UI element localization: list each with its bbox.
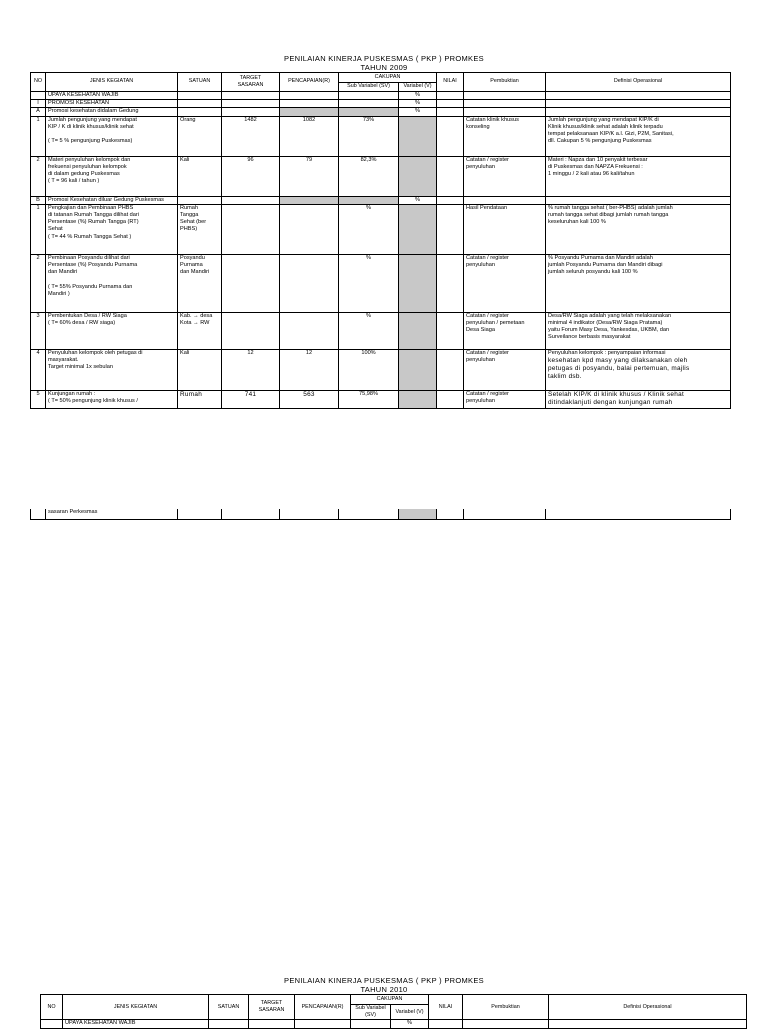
header-pencapaian: PENCAPAIAN(R) [295, 995, 351, 1020]
row-no: 5 [31, 390, 46, 408]
kegiatan-cell: Pembinaan Posyandu dilihat dari Persentase (%) Posyandu Purnama dan Mandiri ( T= 55% Posyandu Purnama dan Mandiri ) [46, 254, 178, 312]
definisi-cell [546, 349, 731, 390]
satuan-cell: Posyandu Purnama dan Mandiri [178, 254, 222, 312]
header-pembuktian: Pembuktian [464, 73, 546, 92]
pencapaian-cell: 1082 [280, 116, 339, 156]
header-definisi: Definisi Operasional [549, 995, 747, 1020]
pembuktian-cell: Catatan / register penyuluhan [464, 349, 546, 390]
page-title: PENILAIAN KINERJA PUSKESMAS ( PKP ) PROMKES [284, 976, 484, 985]
row-section-promkes [31, 100, 731, 108]
pembuktian-cell: Catatan / register penyuluhan [464, 390, 546, 408]
row-no: 1 [31, 116, 46, 156]
header-cakupan: CAKUPAN [339, 73, 437, 83]
pembuktian-cell: Hasil Pendataan [464, 204, 546, 254]
sub-variabel-cell: 73% [339, 116, 399, 156]
header-satuan: SATUAN [209, 995, 249, 1020]
kegiatan-cell: Penyuluhan kelompok oleh petugas di masyarakat. Target minimal 1x sebulan [46, 349, 178, 390]
header-target: TARGET SASARAN [249, 995, 295, 1020]
upaya-label: UPAYA KESEHATAN WAJIB [63, 1020, 209, 1028]
variabel-cell: % [391, 1020, 429, 1028]
target-cell: 96 [222, 156, 280, 196]
table-row [31, 312, 731, 349]
header-cakupan: CAKUPAN [351, 995, 429, 1005]
sub-variabel-cell: 100% [339, 349, 399, 390]
page-title: PENILAIAN KINERJA PUSKESMAS ( PKP ) PROMKES [284, 54, 484, 63]
satuan-cell: Rumah [178, 390, 222, 408]
row-upaya [31, 92, 731, 100]
pkp-table-2010 [40, 994, 747, 1029]
row-no: 2 [31, 156, 46, 196]
table-row [31, 254, 731, 312]
header-pencapaian: PENCAPAIAN(R) [280, 73, 339, 92]
row-section-a [31, 108, 731, 116]
section-label: PROMOSI KESEHATAN [46, 100, 178, 108]
pencapaian-cell: 563 [280, 390, 339, 408]
kegiatan-cell: Pengkajian dan Pembinaan PHBS di tatanan Rumah Tangga dilihat dari Persentase (%) Rumah Tangga (RT) Sehat ( T= 44 % Rumah Tangga Sehat ) [46, 204, 178, 254]
row-no: A [31, 108, 46, 116]
pkp-table-2009-continuation [30, 509, 731, 520]
variabel-cell: % [399, 92, 437, 100]
header-sub-variabel: Sub Variabel (SV) [339, 83, 399, 92]
page-year: TAHUN 2009 [360, 63, 408, 72]
header-target: TARGET SASARAN [222, 73, 280, 92]
definisi-cell: Jumlah pengunjung yang mendapat KIP/K di Klinik khusus/klinik sehat adalah klinik terpadu tempat pelaksanaan KIP/K a.l. Gizi, P2M, Sanitasi, dll. Cakupan 5 % pengunjung Puskesmas [546, 116, 731, 156]
header-nilai: NILAI [429, 995, 463, 1020]
variabel-cell: % [399, 196, 437, 204]
row-section-b [31, 196, 731, 204]
header-kegiatan: JENIS KEGIATAN [46, 73, 178, 92]
table-row [31, 204, 731, 254]
target-cell: 12 [222, 349, 280, 390]
variabel-cell: % [399, 100, 437, 108]
header-satuan: SATUAN [178, 73, 222, 92]
sub-variabel-cell: 75,98% [339, 390, 399, 408]
sub-variabel-cell: % [339, 204, 399, 254]
header-variabel: Variabel (V) [399, 83, 437, 92]
pencapaian-cell: 79 [280, 156, 339, 196]
header-sub-variabel: Sub Variabel (SV) [351, 1005, 391, 1020]
section-label: Promosi kesehatan didalam Gedung [46, 108, 178, 116]
pembuktian-cell: Catatan / register penyuluhan / pemetaan Desa Siaga [464, 312, 546, 349]
row-no: 2 [31, 254, 46, 312]
table-row [31, 349, 731, 390]
sub-variabel-cell: % [339, 312, 399, 349]
row-no: 4 [31, 349, 46, 390]
definisi-cell: Setelah KIP/K di klinik khusus / Klinik sehat ditindaklanjuti dengan kunjungan rumah [546, 390, 731, 408]
row-no: 3 [31, 312, 46, 349]
header-kegiatan: JENIS KEGIATAN [63, 995, 209, 1020]
target-cell: 1482 [222, 116, 280, 156]
definisi-head: Penyuluhan kelompok : penyampaian informasi [548, 349, 666, 356]
pembuktian-cell: Catatan klinik khusus konseling [464, 116, 546, 156]
definisi-body: kesehatan kpd masy yang dilaksanakan oleh petugas di posyandu, balai pertemuan, majlis taklim dsb. [548, 357, 690, 381]
table-row [31, 156, 731, 196]
definisi-cell: Desa/RW Siaga adalah yang telah melaksanakan minimal 4 indikator (Desa/RW Siaga Pratama) yaitu Forum Masy Desa, Yankesdas, UKBM, dan Surveilance berbasis masyarakat [546, 312, 731, 349]
table-row [31, 116, 731, 156]
row-upaya [41, 1020, 747, 1028]
definisi-cell: % rumah tangga sehat ( ber-PHBS) adalah jumlah rumah tangga sehat dibagi jumlah rumah tangga keseluruhan kali 100 % [546, 204, 731, 254]
pencapaian-cell: 12 [280, 349, 339, 390]
satuan-cell: Kali [178, 349, 222, 390]
kegiatan-cell: Pembentukan Desa / RW Siaga ( T= 60% desa / RW siaga) [46, 312, 178, 349]
kegiatan-cell: Jumlah pengunjung yang mendapat KIP / K di klinik khusus/klinik sehat ( T= 5 % pengunjung Puskesmas) [46, 116, 178, 156]
satuan-cell: Orang [178, 116, 222, 156]
header-definisi: Definisi Operasional [546, 73, 731, 92]
satuan-cell: Rumah Tangga Sehat (ber PHBS) [178, 204, 222, 254]
satuan-cell: Kali [178, 156, 222, 196]
kegiatan-cell: Kunjungan rumah : ( T= 50% pengunjung klinik khusus / [46, 390, 178, 408]
header-pembuktian: Pembuktian [463, 995, 549, 1020]
table-row [31, 509, 731, 519]
section-label: Promosi Kesehatan diluar Gedung Puskesmas [46, 196, 178, 204]
kegiatan-cell: sasaran Perkesmas [46, 509, 178, 519]
header-variabel: Variabel (V) [391, 1005, 429, 1020]
target-cell: 741 [222, 390, 280, 408]
row-no: I [31, 100, 46, 108]
page-year: TAHUN 2010 [360, 985, 408, 994]
header-no: NO [41, 995, 63, 1020]
header-no: NO [31, 73, 46, 92]
sub-variabel-cell: % [339, 254, 399, 312]
sub-variabel-cell: 82,3% [339, 156, 399, 196]
header-nilai: NILAI [437, 73, 464, 92]
definisi-cell: Materi : Napza dan 10 penyakit terbesar di Puskesmas dan NAPZA Frekuensi : 1 minggu / 2 kali atau 96 kali/tahun [546, 156, 731, 196]
kegiatan-cell: Materi penyuluhan kelompok dan frekuensi penyuluhan kelompok di dalam gedung Puskesmas ( T = 96 kali / tahun ) [46, 156, 178, 196]
pkp-table-2009 [30, 72, 731, 409]
upaya-label: UPAYA KESEHATAN WAJIB [46, 92, 178, 100]
pembuktian-cell: Catatan / register penyuluhan [464, 254, 546, 312]
row-no: B [31, 196, 46, 204]
variabel-cell: % [399, 108, 437, 116]
row-no: 1 [31, 204, 46, 254]
satuan-cell: Kab. → desa Kota → RW [178, 312, 222, 349]
definisi-cell: % Posyandu Purnama dan Mandiri adalah jumlah Posyandu Purnama dan Mandiri dibagi jumlah seluruh posyandu kali 100 % [546, 254, 731, 312]
table-row [31, 390, 731, 408]
pembuktian-cell: Catatan / register penyuluhan [464, 156, 546, 196]
